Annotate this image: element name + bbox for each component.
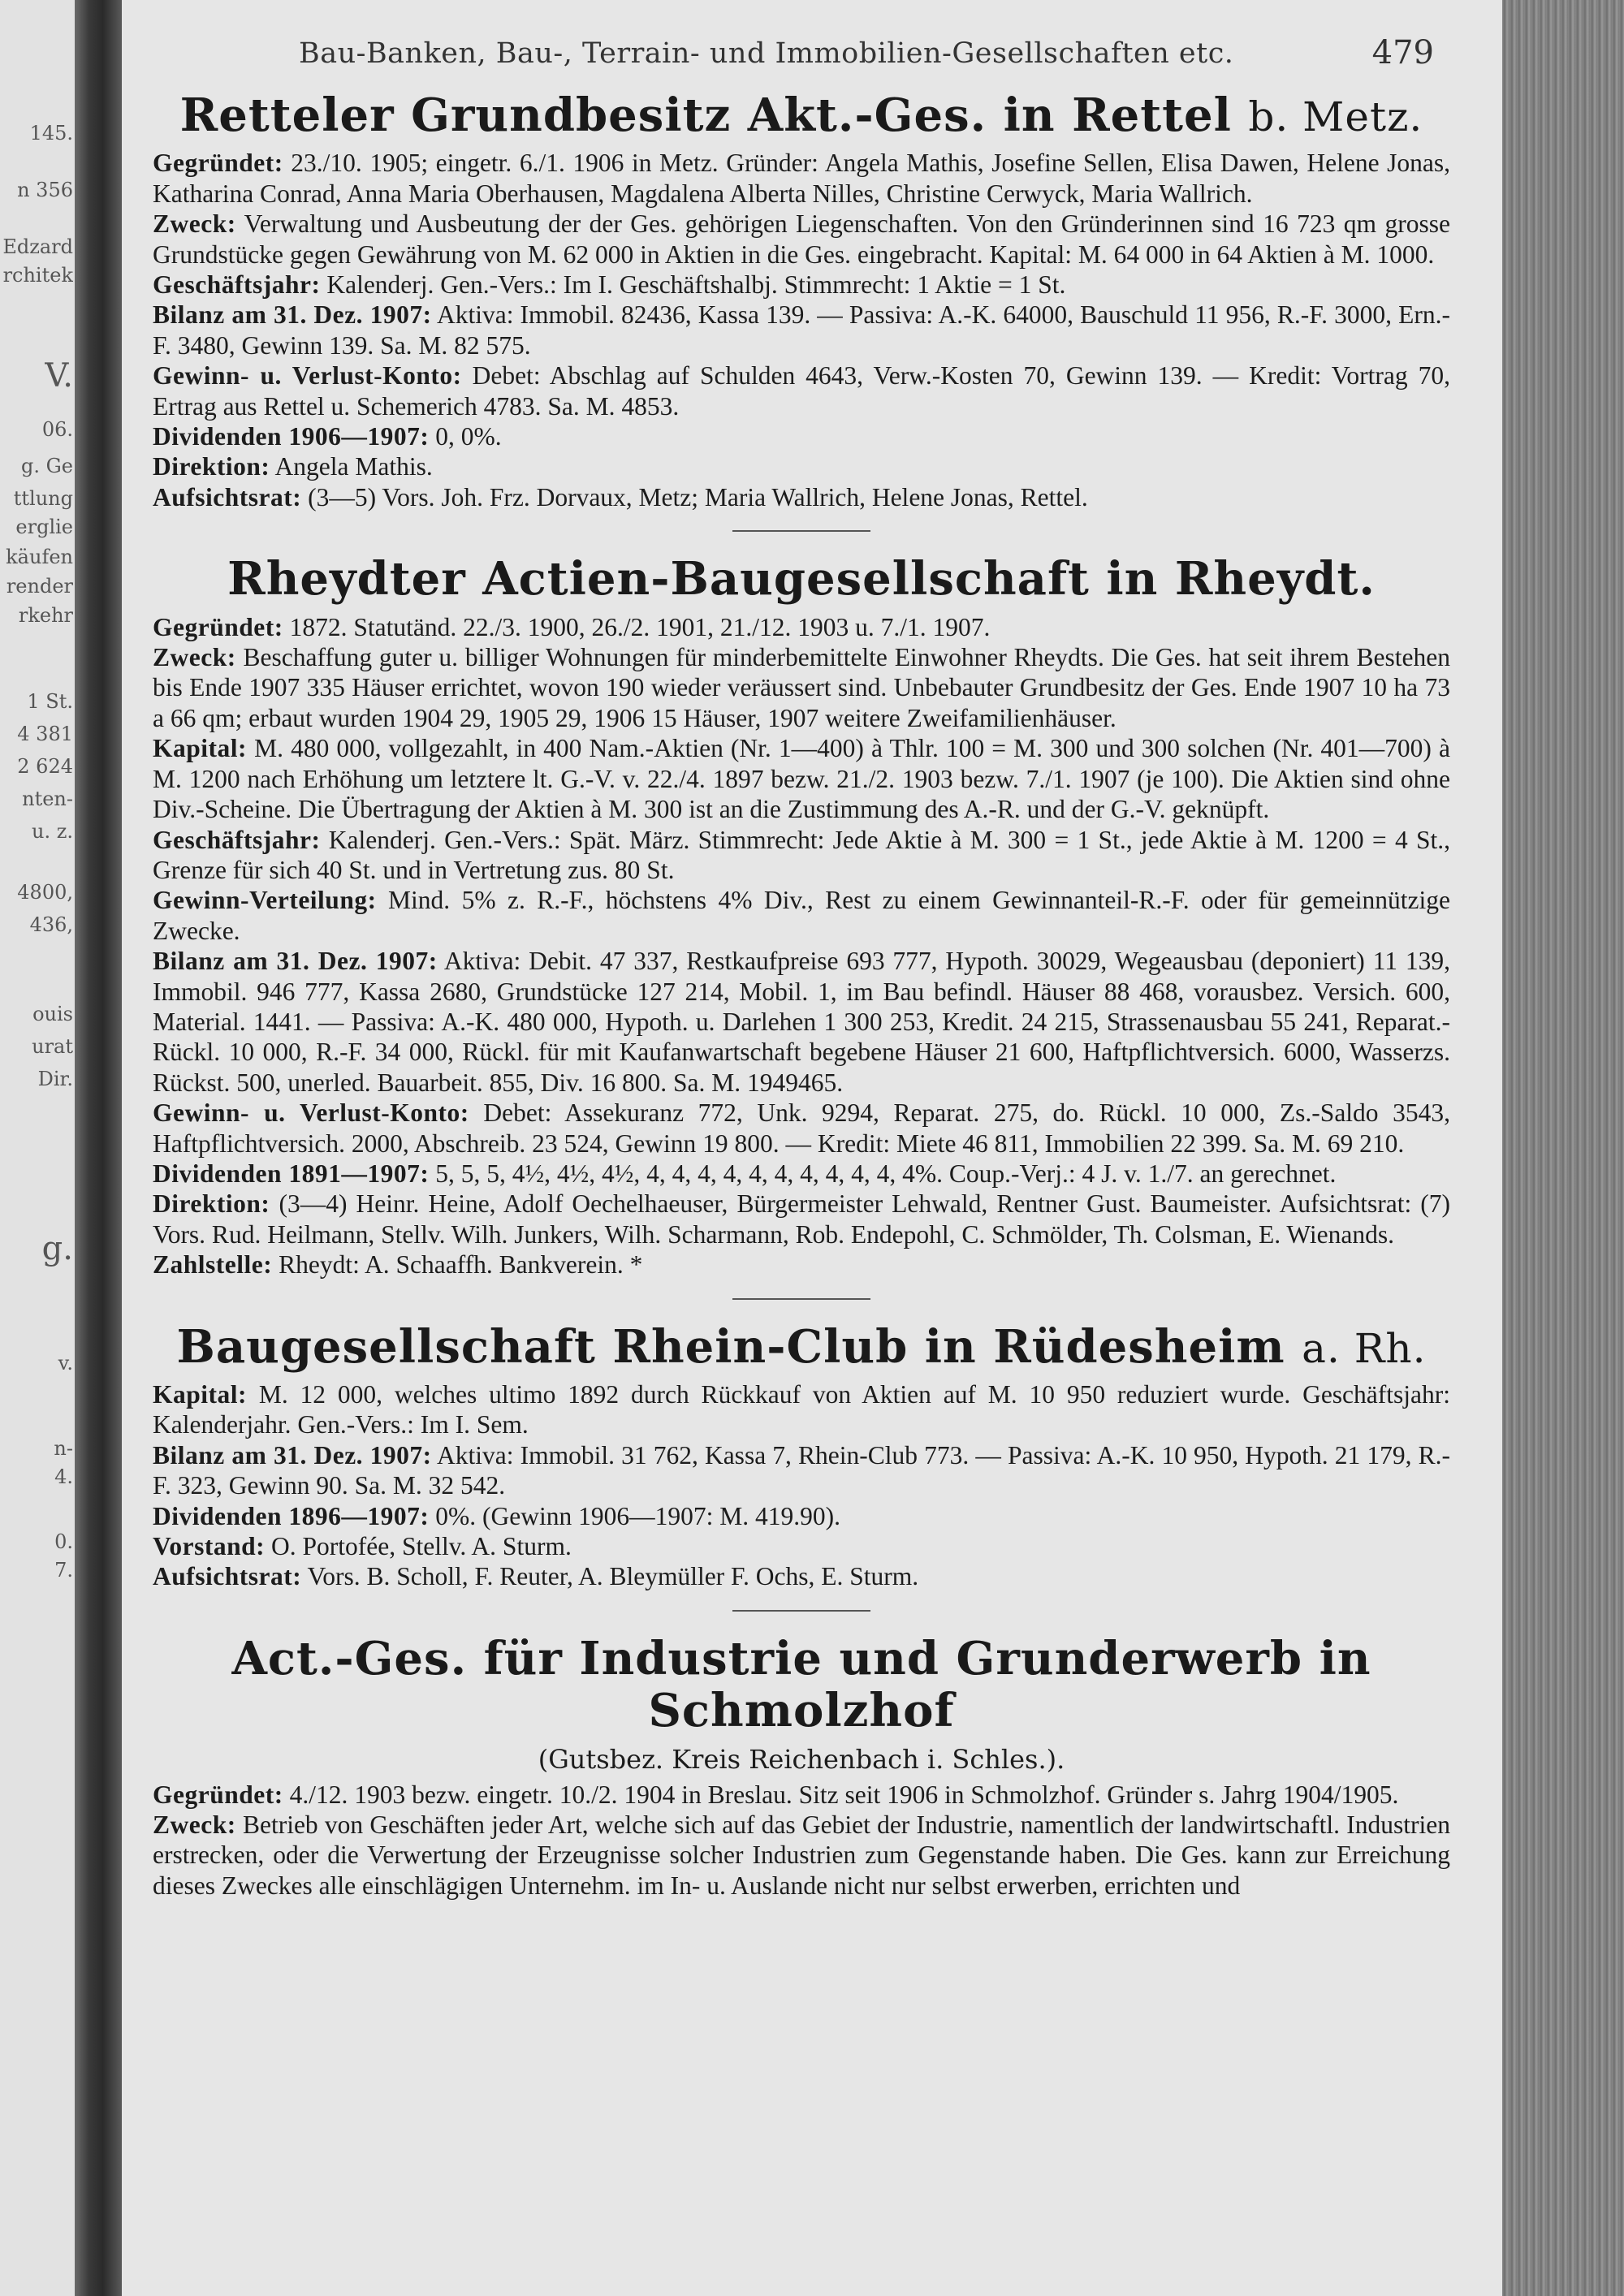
- margin-fragment: 145.: [29, 122, 73, 145]
- field-text: 23./10. 1905; eingetr. 6./1. 1906 in Metz. Gründer: Angela Mathis, Josefine Sellen, Elisa Dawen, Helene Jonas, Katharina Conrad, Anna Maria Oberhausen, Magdalena Alberta Nilles, Christine Cerwyck, Maria Wallrich.: [153, 149, 1450, 208]
- margin-fragment: 436,: [29, 913, 73, 936]
- field-text: 0%. (Gewinn 1906—1907: M. 419.90).: [429, 1501, 840, 1530]
- entry-paragraph: [153, 482, 1450, 512]
- field-label: Gegründet:: [153, 149, 283, 178]
- entry-paragraph: [153, 1780, 1450, 1810]
- entry-paragraph: [153, 1561, 1450, 1591]
- margin-fragment: käufen: [6, 546, 73, 568]
- field-text: M. 12 000, welches ultimo 1892 durch Rückkauf von Aktien auf M. 10 950 reduziert wurde. Geschäftsjahr: Kalenderjahr. Gen.-Vers.: Im I. Sem.: [153, 1379, 1450, 1439]
- field-text: M. 480 000, vollgezahlt, in 400 Nam.-Aktien (Nr. 1—400) à Thlr. 100 = M. 300 und 300 solchen (Nr. 401—700) à M. 1200 nach Erhöhung um letztere lt. G.-V. v. 22./4. 1897 bezw. 21./2. 1903 bezw. 7./1. 1907 (je 100). Die Aktien sind ohne Div.-Scheine. Die Übertragung der Aktien à M. 300 ist an die Zustimmung des A.-R. und der G.-V. geknüpft.: [153, 734, 1450, 824]
- entry-paragraph: [153, 1501, 1450, 1531]
- field-text: (3—5) Vors. Joh. Frz. Dorvaux, Metz; Maria Wallrich, Helene Jonas, Rettel.: [301, 482, 1088, 511]
- field-label: Bilanz am 31. Dez. 1907:: [153, 947, 438, 976]
- company-name: Baugesellschaft Rhein-Club in Rüdesheim: [176, 1319, 1285, 1374]
- field-text: (3—4) Heinr. Heine, Adolf Oechelhaeuser, Bürgermeister Lehwald, Rentner Gust. Baumeister. Aufsichtsrat: (7) Vors. Rud. Heilmann, Stellv. Wilh. Junkers, Wilh. Scharmann, Rob. Endepohl, C. Schmölder, Th. Colsman, E. Wienands.: [153, 1189, 1450, 1249]
- field-label: Geschäftsjahr:: [153, 270, 321, 300]
- field-label: Gegründet:: [153, 612, 283, 641]
- field-label: Direktion:: [153, 452, 270, 481]
- entry-paragraph: [153, 148, 1450, 209]
- field-label: Gewinn- u. Verlust-Konto:: [153, 361, 462, 391]
- margin-fragment: ttlung: [13, 487, 73, 510]
- entry-paragraph: [153, 1249, 1450, 1280]
- entry-paragraph: [153, 270, 1450, 300]
- margin-fragment: render: [6, 575, 73, 598]
- company-entry: [153, 1321, 1450, 1592]
- entry-paragraph: [153, 1189, 1450, 1249]
- entry-paragraph: [153, 360, 1450, 421]
- field-label: Dividenden 1891—1907:: [153, 1159, 430, 1188]
- field-text: 0, 0%.: [429, 422, 502, 451]
- field-text: Rheydt: A. Schaaffh. Bankverein. *: [272, 1250, 643, 1280]
- entry-separator: [732, 1298, 870, 1300]
- field-label: Dividenden 1896—1907:: [153, 1501, 430, 1530]
- field-text: Kalenderj. Gen.-Vers.: Spät. März. Stimmrecht: Jede Aktie à M. 300 = 1 St., jede Aktie à M. 1200 = 4 St., Grenze für sich 40 St. und in Vertretung zus. 80 St.: [153, 825, 1450, 884]
- entry-paragraph: [153, 885, 1450, 946]
- field-text: Vors. B. Scholl, F. Reuter, A. Bleymüller F. Ochs, E. Sturm.: [301, 1562, 919, 1591]
- margin-fragment: rkehr: [18, 604, 73, 627]
- company-name: Retteler Grundbesitz Akt.-Ges. in Rettel: [179, 88, 1232, 142]
- company-name: Act.-Ges. für Industrie und Grunderwerb in Schmolzhof: [231, 1631, 1371, 1738]
- entry-separator: [732, 530, 870, 532]
- field-text: 1872. Statutänd. 22./3. 1900, 26./2. 1901, 21./12. 1903 u. 7./1. 1907.: [283, 612, 991, 641]
- margin-fragment: Dir.: [37, 1068, 73, 1090]
- company-heading: [153, 89, 1450, 141]
- field-label: Aufsichtsrat:: [153, 482, 302, 511]
- field-label: Gegründet:: [153, 1780, 283, 1809]
- field-text: Kalenderj. Gen.-Vers.: Im I. Geschäftshalbj. Stimmrecht: 1 Aktie = 1 St.: [320, 270, 1066, 300]
- running-head: [153, 23, 1450, 71]
- field-label: Bilanz am 31. Dez. 1907:: [153, 1440, 432, 1470]
- margin-fragment: 7.: [54, 1559, 73, 1582]
- page-edges-stack: [1502, 0, 1624, 2296]
- entry-paragraph: [153, 451, 1450, 481]
- company-heading: [153, 553, 1450, 605]
- field-text: O. Portofée, Stellv. A. Sturm.: [265, 1532, 572, 1561]
- entry-paragraph: [153, 612, 1450, 642]
- entry-paragraph: [153, 825, 1450, 886]
- company-entry: [153, 1633, 1450, 1901]
- field-text: Debet: Abschlag auf Schulden 4643, Verw.-Kosten 70, Gewinn 139. — Kredit: Vortrag 70, Ertrag aus Rettel u. Schemerich 4783. Sa. M. 4853.: [153, 361, 1450, 421]
- entry-paragraph: [153, 1159, 1450, 1189]
- margin-fragment: 4.: [54, 1465, 73, 1488]
- margin-fragment: nten-: [22, 788, 73, 810]
- margin-fragment: g.: [41, 1230, 73, 1267]
- field-label: Zweck:: [153, 1810, 236, 1840]
- field-label: Zweck:: [153, 643, 236, 672]
- entry-paragraph: [153, 1440, 1450, 1501]
- margin-fragment: g. Ge: [21, 455, 73, 477]
- field-label: Zahlstelle:: [153, 1250, 273, 1280]
- field-text: Aktiva: Immobil. 82436, Kassa 139. — Passiva: A.-K. 64000, Bauschuld 11 956, R.-F. 3000, Ern.-F. 3480, Gewinn 139. Sa. M. 82 575.: [153, 300, 1450, 360]
- entry-paragraph: [153, 1379, 1450, 1440]
- field-label: Kapital:: [153, 1379, 248, 1409]
- page-number: 479: [1371, 34, 1434, 71]
- margin-fragment: rchitek: [2, 264, 73, 287]
- facing-page-margin: [0, 0, 75, 2296]
- field-text: Betrieb von Geschäften jeder Art, welche sich auf das Gebiet der Industrie, namentlich der landwirtschaftl. Industrien erstrecken, oder die Verwertung der Erzeugnisse solcher Industrien zum Gegenstande haben. Die Ges. kann zur Erreichung dieses Zweckes alle einschlägigen Unternehm. im In- u. Auslande nicht nur selbst erwerben, errichten und: [153, 1810, 1450, 1900]
- entry-paragraph: [153, 1098, 1450, 1159]
- field-label: Dividenden 1906—1907:: [153, 422, 430, 451]
- margin-fragment: u. z.: [32, 820, 73, 843]
- margin-fragment: V.: [45, 357, 73, 395]
- field-label: Kapital:: [153, 734, 248, 763]
- running-head-title: Bau-Banken, Bau-, Terrain- und Immobilien-Gesellschaften etc.: [299, 37, 1234, 70]
- page-content: [153, 23, 1450, 1901]
- margin-fragment: 06.: [41, 418, 73, 441]
- margin-fragment: erglie: [15, 516, 73, 538]
- margin-fragment: 4800,: [17, 881, 73, 904]
- margin-fragment: 2 624: [17, 755, 73, 778]
- entry-paragraph: [153, 1531, 1450, 1561]
- margin-fragment: Edzard: [2, 235, 73, 258]
- field-text: Beschaffung guter u. billiger Wohnungen für minderbemittelte Einwohner Rheydts. Die Ges. hat seit ihrem Bestehen bis Ende 1907 335 Häuser errichtet, wovon 190 wieder veräussert sind. Unbebauter Grundbesitz der Ges. Ende 1907 10 ha 73 a 66 qm; erbaut wurden 1904 29, 1905 29, 1906 15 Häuser, 1907 weitere Zweifamilienhäuser.: [153, 643, 1450, 732]
- company-subtitle: (Gutsbez. Kreis Reichenbach i. Schles.).: [538, 1743, 1065, 1775]
- field-text: Debet: Assekuranz 772, Unk. 9294, Reparat. 275, do. Rückl. 10 000, Zs.-Saldo 3543, Haftpflichtversich. 2000, Abschreib. 23 524, Gewinn 19 800. — Kredit: Miete 46 811, Immobilien 22 399. Sa. M. 69 210.: [153, 1098, 1450, 1158]
- entry-paragraph: [153, 642, 1450, 733]
- field-text: 4./12. 1903 bezw. eingetr. 10./2. 1904 in Breslau. Sitz seit 1906 in Schmolzhof. Gründer s. Jahrg 1904/1905.: [283, 1780, 1399, 1809]
- entry-paragraph: [153, 946, 1450, 1098]
- field-text: Aktiva: Debit. 47 337, Restkaufpreise 693 777, Hypoth. 30029, Wegeausbau (deponiert) 11 139, Immobil. 946 777, Kassa 2680, Grundstücke 127 214, Mobil. 1, im Bau befindl. Häuser 88 468, vorausbez. Versich. 600, Material. 1441. — Passiva: A.-K. 480 000, Hypoth. u. Darlehen 1 300 253, Kredit. 24 215, Strassenausbau 55 241, Reparat.-Rückl. 10 000, R.-F. 34 000, Rückl. für mit Kaufanwartschaft begebene Häuser 21 600, Haftpflichtversich. 6000, Wasserzs. Rückst. 500, unerled. Bauarbeit. 855, Div. 16 800. Sa. M. 1949465.: [153, 947, 1450, 1097]
- margin-fragment: n-: [54, 1437, 73, 1460]
- field-label: Gewinn-Verteilung:: [153, 886, 377, 915]
- entry-paragraph: [153, 300, 1450, 360]
- company-heading: [153, 1321, 1450, 1373]
- field-text: 5, 5, 5, 4½, 4½, 4½, 4, 4, 4, 4, 4, 4, 4, 4, 4, 4, 4%. Coup.-Verj.: 4 J. v. 1./7. an gerechnet.: [429, 1159, 1337, 1188]
- field-text: Angela Mathis.: [270, 452, 433, 481]
- margin-fragment: v.: [58, 1352, 73, 1375]
- field-text: Mind. 5% z. R.-F., höchstens 4% Div., Rest zu einem Gewinnanteil-R.-F. oder für gemeinnützige Zwecke.: [153, 886, 1450, 945]
- field-label: Aufsichtsrat:: [153, 1562, 302, 1591]
- field-label: Bilanz am 31. Dez. 1907:: [153, 300, 432, 330]
- company-name: Rheydter Actien-Baugesellschaft in Rheydt.: [227, 552, 1376, 606]
- entry-paragraph: [153, 421, 1450, 451]
- margin-fragment: n 356: [17, 179, 73, 201]
- entry-separator: [732, 1610, 870, 1612]
- margin-fragment: ouis: [32, 1003, 73, 1025]
- company-heading: [153, 1633, 1450, 1737]
- field-label: Direktion:: [153, 1189, 270, 1219]
- entry-paragraph: [153, 1810, 1450, 1901]
- company-place: b. Metz.: [1248, 93, 1423, 140]
- field-text: Verwaltung und Ausbeutung der der Ges. gehörigen Liegenschaften. Von den Gründerinnen sind 16 723 qm grosse Grundstücke gegen Gewährung von M. 62 000 in Aktien in die Ges. eingebracht. Kapital: M. 64 000 in 64 Aktien à M. 1000.: [153, 209, 1450, 269]
- field-text: Aktiva: Immobil. 31 762, Kassa 7, Rhein-Club 773. — Passiva: A.-K. 10 950, Hypoth. 21 179, R.-F. 323, Gewinn 90. Sa. M. 32 542.: [153, 1440, 1450, 1500]
- margin-fragment: 0.: [54, 1530, 73, 1553]
- margin-fragment: 1 St.: [27, 690, 73, 713]
- field-label: Gewinn- u. Verlust-Konto:: [153, 1098, 469, 1128]
- margin-fragment: 4 381: [17, 723, 73, 745]
- entries-container: [153, 89, 1450, 1901]
- margin-fragment: urat: [32, 1035, 73, 1058]
- company-entry: [153, 553, 1450, 1280]
- company-place: a. Rh.: [1302, 1324, 1427, 1372]
- field-label: Geschäftsjahr:: [153, 825, 321, 854]
- field-label: Zweck:: [153, 209, 236, 239]
- entry-paragraph: [153, 209, 1450, 270]
- company-entry: [153, 89, 1450, 512]
- entry-paragraph: [153, 733, 1450, 824]
- book-binding-shadow: [75, 0, 122, 2296]
- book-page: [122, 0, 1502, 2296]
- field-label: Vorstand:: [153, 1532, 266, 1561]
